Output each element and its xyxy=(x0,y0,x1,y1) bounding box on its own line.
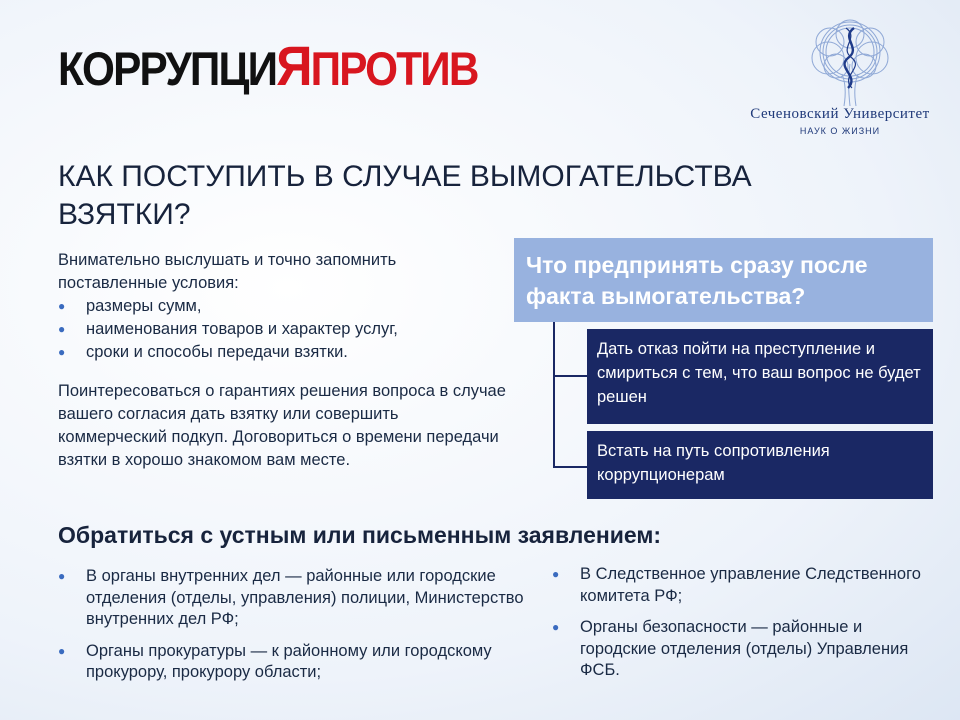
bullet-icon: ● xyxy=(58,322,66,336)
corruption-logo xyxy=(58,34,478,97)
list-item: ● Органы прокуратуры — к районному или городскому прокурору, прокурору области; xyxy=(58,641,492,681)
section-subheading: Обратиться с устным или письменным заявлением: xyxy=(58,522,662,548)
intro-block xyxy=(58,249,498,364)
question-box: Что предпринять сразу после факта вымогательства? xyxy=(514,238,933,322)
answer-box-resist: Встать на путь сопротивления коррупционерам xyxy=(587,431,933,499)
bullet-icon: ● xyxy=(58,345,66,359)
intro-lead: Внимательно выслушать и точно запомнить поставленные условия: xyxy=(58,251,397,292)
university-tagline: НАУК О ЖИЗНИ xyxy=(799,126,881,136)
list-item: ● В органы внутренних дел — районные или городские отделения (отделы, управления) полиции, Министерство внутренних дел РФ; xyxy=(58,567,524,628)
list-item: ● Органы безопасности — районные и городские отделения (отделы) Управления ФСБ. xyxy=(552,618,909,679)
list-item: ● размеры сумм, xyxy=(58,295,498,318)
intro-bullets xyxy=(58,295,498,364)
list-item: ● наименования товаров и характер услуг, xyxy=(58,318,498,341)
tree-connector xyxy=(552,322,592,472)
university-tree-icon xyxy=(800,18,900,110)
logo-part-1: КОРРУПЦИ xyxy=(58,42,277,95)
list-item: ● В Следственное управление Следственного комитета РФ; xyxy=(552,565,921,605)
right-authorities-list xyxy=(552,564,932,692)
left-authorities-list xyxy=(58,566,538,694)
guarantees-paragraph: Поинтересоваться о гарантиях решения вопроса в случае вашего согласия дать взятку или совершить коммерческий подкуп. Договориться о времени передачи взятки в хорошо знакомом вам месте. xyxy=(58,382,506,469)
list-item: ● сроки и способы передачи взятки. xyxy=(58,341,498,364)
bullet-icon: ● xyxy=(58,299,66,313)
logo-part-3: ПРОТИВ xyxy=(310,42,478,95)
university-name: Сеченовский Университет xyxy=(750,106,930,122)
bullet-icon: ● xyxy=(552,567,560,581)
bullet-icon: ● xyxy=(58,643,66,658)
bullet-icon: ● xyxy=(552,620,560,634)
bullet-icon: ● xyxy=(58,569,66,583)
logo-part-2: Я xyxy=(276,34,311,97)
slide-title: КАК ПОСТУПИТЬ В СЛУЧАЕ ВЫМОГАТЕЛЬСТВА ВЗЯТКИ? xyxy=(58,160,752,231)
answer-box-refuse: Дать отказ пойти на преступление и смириться с тем, что ваш вопрос не будет решен xyxy=(587,329,933,424)
